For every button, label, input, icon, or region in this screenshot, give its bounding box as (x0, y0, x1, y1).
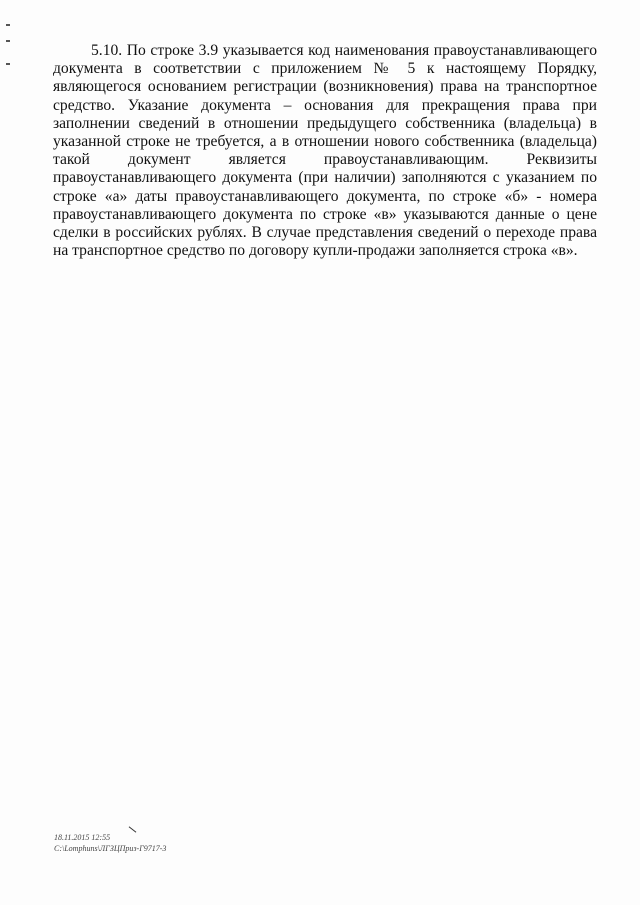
footer-timestamp: 18.11.2015 12:55 (54, 833, 111, 842)
margin-mark (6, 63, 10, 65)
margin-mark (6, 24, 10, 26)
footer-stamp (54, 832, 166, 854)
footer-file-path: C:\Lomphuns\ЛГЗЦПриз-Г9717-3 (54, 844, 167, 853)
document-body (53, 42, 597, 260)
paragraph-5-10: 5.10. По строке 3.9 указывается код наименования правоустанавливающего документа в соответствии с приложением № 5 к настоящему Порядку, являющегося основанием регистрации (возникновения) права на транспортное средство. Указание документа – основания для прекращения права при заполнении сведений в отношении предыдущего собственника (владельца) в указанной строке не требуется, а в отношении нового собственника (владельца) такой документ является правоустанавливающим. Реквизиты правоустанавливающего документа (при наличии) заполняются с указанием по строке «а» даты правоустанавливающего документа, по строке «б» - номера правоустанавливающего документа по строке «в» указываются данные о цене сделки в российских рублях. В случае представления сведений о переходе права на транспортное средство по договору купли-продажи заполняется строка «в». (53, 42, 597, 260)
margin-mark (6, 40, 10, 42)
